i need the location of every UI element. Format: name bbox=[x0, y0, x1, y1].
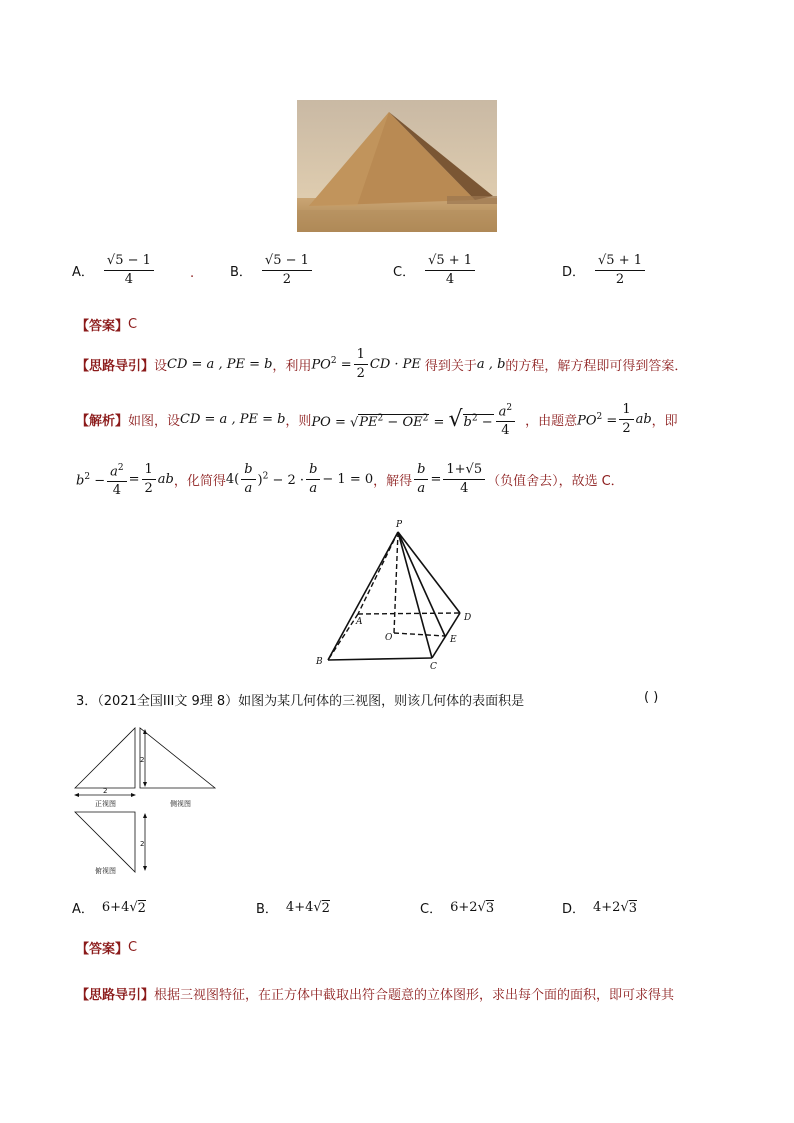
option-numerator: √5 − 1 bbox=[262, 253, 312, 271]
analysis-text: ，由题意 bbox=[525, 414, 578, 430]
option-denominator: 4 bbox=[445, 272, 455, 287]
option-radicand: 3 bbox=[485, 900, 495, 916]
option-numerator: √5 + 1 bbox=[595, 253, 645, 271]
point-label: C bbox=[430, 662, 437, 672]
q2-analysis-2: $b^2$ − $\frac{a^2}{4}$ = $\frac{1}{2}$ ab ，化简得 4( $\frac{b}{a}$ )$^2$ − 2 · $\frac{b}{a}$ − 1 = 0 ，解得 $\frac{b}{a}$ = $\frac{1+√5}{4}$ （负值舍去），故选 C． bbox=[76, 460, 624, 499]
option-numerator: √5 − 1 bbox=[104, 253, 154, 271]
pyramid-photo bbox=[297, 100, 497, 232]
hint-text: 根据三视图特征，在正方体中截取出符合题意的立体图形，求出每个面的面积，即可求得其 bbox=[154, 988, 675, 1003]
option-radicand: 2 bbox=[321, 900, 330, 916]
analysis-choice: C． bbox=[601, 474, 624, 490]
option-value: 4+4 bbox=[285, 900, 314, 915]
math-expr: CD = a , PE = b bbox=[180, 412, 286, 428]
analysis-text: （负值舍去），故选 bbox=[487, 474, 598, 490]
point-label: D bbox=[464, 613, 472, 623]
option-label: D． bbox=[562, 265, 586, 280]
dimension-label: 2 bbox=[140, 756, 145, 764]
point-label: E bbox=[450, 635, 457, 645]
option-b[interactable] bbox=[230, 253, 314, 288]
view-label-front: 正视图 bbox=[95, 800, 116, 808]
analysis-tag: 【解析】 bbox=[76, 414, 129, 430]
option-denominator: 2 bbox=[282, 272, 292, 287]
option-value: 6+2 bbox=[450, 900, 478, 915]
point-label: O bbox=[385, 633, 393, 643]
analysis-text: ，即 bbox=[651, 414, 678, 430]
math-expr: CD = a , PE = b bbox=[167, 357, 273, 372]
q3-stem bbox=[76, 690, 524, 709]
answer-tag: 【答案】 bbox=[76, 319, 129, 334]
q3-hint bbox=[76, 984, 674, 1003]
math-expr: ab bbox=[635, 412, 652, 428]
three-view-diagram bbox=[70, 722, 230, 882]
paren-text: ( ) bbox=[644, 690, 659, 705]
analysis-text: ，则 bbox=[285, 414, 312, 430]
q2-hint: 【思路导引】 设 CD = a , PE = b ，利用 $PO^2$ = $\frac{1}{2}$ CD · PE 得到关于 a , b 的方程，解方程即可得到答案． bbox=[76, 347, 688, 381]
math-expr: $PO^2$ = bbox=[311, 356, 352, 373]
point-label: P bbox=[396, 520, 403, 530]
option-c[interactable] bbox=[393, 253, 477, 288]
analysis-text: ，化简得 bbox=[173, 474, 226, 490]
option-label: A． bbox=[72, 265, 94, 280]
answer-value: C bbox=[128, 317, 138, 332]
answer-value: C bbox=[128, 940, 138, 955]
option-label: B． bbox=[256, 902, 278, 917]
pyramid-diagram bbox=[310, 512, 490, 672]
q2-analysis-1: 【解析】 如图，设 CD = a , PE = b ，则 PO = $√PE^2 - OE^2 = √b^2$ − $\frac{a^2}{4}$ ，由题意 $PO^2$ = $\frac{1}{2}$ ab ，即 bbox=[76, 400, 678, 439]
point-label: A bbox=[356, 617, 363, 627]
option-label: C． bbox=[393, 265, 416, 280]
analysis-text: ，解得 bbox=[373, 474, 413, 490]
option-numerator: √5 + 1 bbox=[425, 253, 475, 271]
hint-tag: 【思路导引】 bbox=[76, 359, 155, 374]
dimension-label: 2 bbox=[103, 787, 108, 795]
q2-answer bbox=[76, 315, 137, 334]
view-label-side: 侧视图 bbox=[170, 800, 191, 808]
option-d[interactable]: D． 4+2 √ 3 bbox=[562, 900, 638, 917]
option-value: 6+4 bbox=[101, 900, 130, 915]
option-a[interactable] bbox=[72, 253, 156, 288]
point-label: B bbox=[316, 657, 323, 667]
math-expr: PO = $√PE^2 - OE^2 = √b^2$ − bbox=[311, 407, 493, 433]
math-expr: a , b bbox=[476, 357, 506, 372]
view-label-top: 俯视图 bbox=[95, 867, 116, 875]
math-expr: $PO^2$ = bbox=[577, 411, 618, 428]
option-d[interactable] bbox=[562, 253, 647, 288]
question-text: 3．（2021全国III文 9理 8）如图为某几何体的三视图，则该几何体的表面积是 bbox=[76, 694, 525, 709]
option-a[interactable]: A． 6+4 √ 2 bbox=[72, 900, 146, 917]
answer-tag: 【答案】 bbox=[76, 942, 129, 957]
answer-paren bbox=[644, 690, 658, 705]
math-expr: $b^2$ − bbox=[76, 471, 106, 488]
option-value: 4+2 bbox=[593, 900, 621, 915]
hint-text: 得到关于 bbox=[424, 359, 477, 374]
hint-text: 的方程，解方程即可得到答案． bbox=[505, 359, 688, 374]
hint-text: ，利用 bbox=[272, 359, 312, 374]
option-denominator: 4 bbox=[124, 272, 134, 287]
stray-dot: . bbox=[190, 266, 195, 281]
option-label: C． bbox=[420, 902, 443, 917]
analysis-text: 如图，设 bbox=[128, 414, 181, 430]
option-label: A． bbox=[72, 902, 94, 917]
option-radicand: 2 bbox=[137, 900, 146, 916]
option-label: B． bbox=[230, 265, 252, 280]
option-c[interactable]: C． 6+2 √ 3 bbox=[420, 900, 495, 917]
q3-answer bbox=[76, 938, 137, 957]
option-b[interactable]: B． 4+4 √ 2 bbox=[256, 900, 330, 917]
hint-text: 设 bbox=[154, 359, 168, 374]
hint-tag: 【思路导引】 bbox=[76, 988, 155, 1003]
option-radicand: 3 bbox=[628, 900, 638, 916]
math-expr: CD · PE bbox=[369, 357, 421, 372]
dimension-label: 2 bbox=[140, 840, 145, 848]
option-denominator: 2 bbox=[615, 272, 625, 287]
option-label: D． bbox=[562, 902, 586, 917]
